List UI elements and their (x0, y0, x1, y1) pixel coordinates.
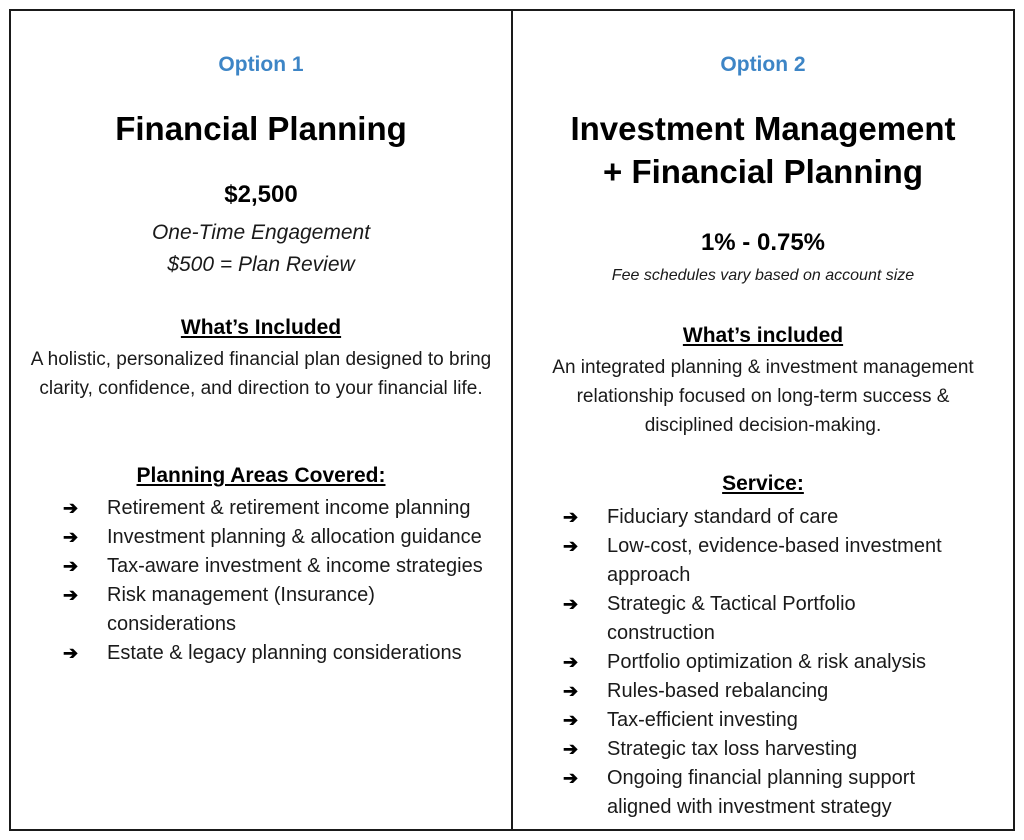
option-2-label: Option 2 (720, 53, 806, 76)
list-item: ➔ Tax-aware investment & income strategies (63, 552, 483, 581)
list-item: ➔ Strategic tax loss harvesting (563, 735, 963, 764)
list-item: ➔ Risk management (Insurance) considerations (63, 581, 483, 639)
arrow-bullet-icon: ➔ (563, 594, 579, 614)
list-item: ➔ Tax-efficient investing (563, 706, 963, 735)
list-item: ➔ Rules-based rebalancing (563, 677, 963, 706)
arrow-bullet-icon: ➔ (63, 585, 79, 605)
option-2-price: 1% - 0.75% (700, 229, 826, 256)
option-1-engagement: One-Time Engagement (151, 221, 371, 244)
option-2-services-list (563, 503, 963, 822)
arrow-bullet-icon: ➔ (63, 498, 79, 518)
list-item: ➔ Estate & legacy planning considerations (63, 639, 483, 668)
arrow-bullet-icon: ➔ (563, 652, 579, 672)
arrow-bullet-icon: ➔ (563, 739, 579, 759)
arrow-bullet-icon: ➔ (63, 527, 79, 547)
list-item: ➔ Investment planning & allocation guidance (63, 523, 483, 552)
list-item: ➔ Fiduciary standard of care (563, 503, 963, 532)
arrow-bullet-icon: ➔ (63, 643, 79, 663)
option-1-included-text: A holistic, personalized financial plan designed to bring clarity, confidence, and direction to your financial life. (30, 349, 492, 399)
option-2-title-line-2: + Financial Planning (603, 153, 923, 190)
option-1-title: Financial Planning (115, 110, 407, 147)
arrow-bullet-icon: ➔ (563, 536, 579, 556)
arrow-bullet-icon: ➔ (563, 768, 579, 788)
option-1-plan-review: $500 = Plan Review (167, 253, 355, 276)
option-2-title-line-1: Investment Management (570, 110, 956, 147)
option-1-areas-list (63, 494, 483, 668)
arrow-bullet-icon: ➔ (563, 507, 579, 527)
list-item: ➔ Retirement & retirement income planning (63, 494, 483, 523)
option-2-column (513, 11, 1013, 829)
option-1-areas-heading: Planning Areas Covered: (136, 464, 386, 487)
list-item: ➔ Strategic & Tactical Portfolio construction (563, 590, 963, 648)
option-2-fee-note: Fee schedules vary based on account size (611, 267, 915, 284)
option-1-included-heading: What’s Included (180, 316, 342, 339)
option-1-column (11, 11, 513, 829)
arrow-bullet-icon: ➔ (563, 681, 579, 701)
option-1-price: $2,500 (224, 181, 298, 208)
arrow-bullet-icon: ➔ (63, 556, 79, 576)
list-item: ➔ Portfolio optimization & risk analysis (563, 648, 963, 677)
option-2-included-text: An integrated planning & investment management relationship focused on long-term success & disciplined decision-making. (552, 357, 974, 436)
comparison-table (9, 9, 1015, 831)
option-1-label: Option 1 (218, 53, 304, 76)
list-item: ➔ Ongoing financial planning support aligned with investment strategy (563, 764, 963, 822)
list-item: ➔ Low-cost, evidence-based investment approach (563, 532, 963, 590)
option-2-service-heading: Service: (722, 472, 804, 495)
option-2-included-heading: What’s included (682, 324, 844, 347)
arrow-bullet-icon: ➔ (563, 710, 579, 730)
